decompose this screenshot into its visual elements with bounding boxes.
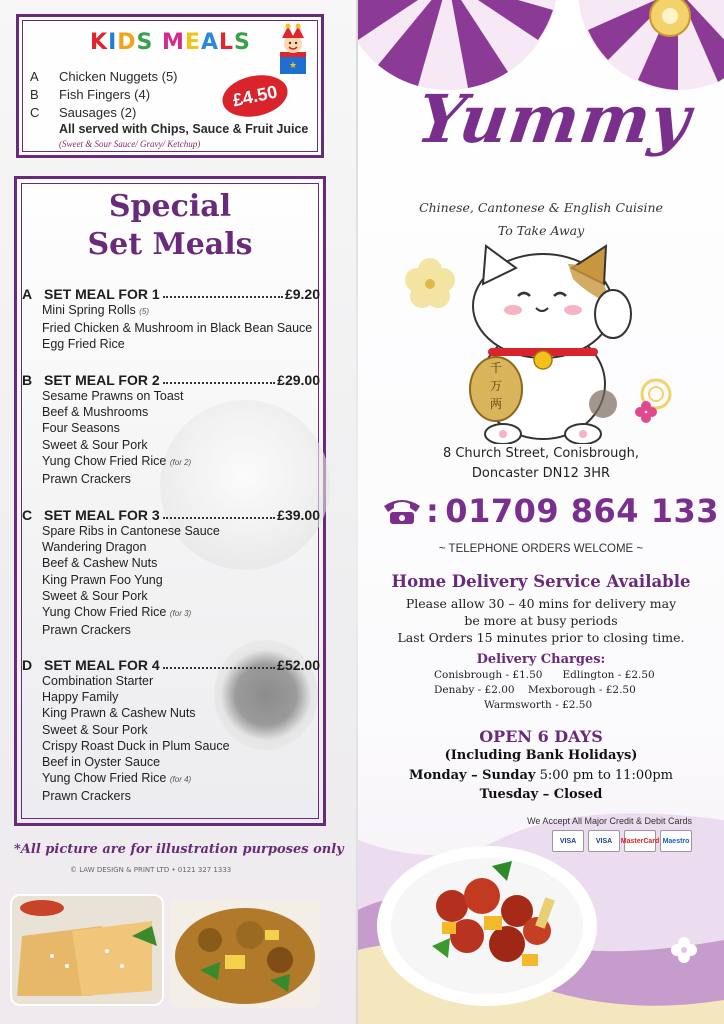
special-title-line1: Special [108, 189, 232, 224]
set-meal-heading: D SET MEAL FOR 4 £52.00 [22, 657, 320, 673]
set-meal-price: £39.00 [277, 507, 320, 523]
prawn-toast-photo [12, 896, 162, 1004]
mastercard-icon: MasterCard [624, 830, 656, 852]
list-item: Beef & Mushrooms [42, 405, 149, 420]
curry-dish-image [170, 900, 320, 1008]
list-item: Crispy Roast Duck in Plum Sauce [42, 738, 230, 753]
delivery-title: Home Delivery Service Available [391, 572, 691, 591]
svg-text:★: ★ [288, 61, 298, 71]
list-item: Yung Chow Fried Rice (for 3) [42, 605, 192, 620]
maestro-icon: Maestro [660, 830, 692, 852]
left-panel [0, 0, 356, 1024]
delivery-line1: Please allow 30 – 40 mins for delivery may [405, 596, 677, 611]
special-title-line2: Set Meals [87, 227, 253, 262]
list-item: Prawn Crackers [42, 623, 131, 638]
delivery-charges-title: Delivery Charges: [476, 652, 606, 667]
list-item: Denaby - £2.00 Mexborough - £2.50 [434, 684, 636, 696]
list-item: Spare Ribs in Cantonese Sauce [42, 524, 220, 538]
right-panel [358, 0, 724, 1024]
sweet-sour-dish-image [372, 826, 602, 1016]
set-meal-a [22, 286, 320, 353]
kids-meals-list [30, 68, 178, 122]
set-meal-heading: A SET MEAL FOR 1 £9.20 [22, 286, 320, 302]
delivery-line3: Last Orders 15 minutes prior to closing time. [397, 630, 685, 645]
list-item: King Prawn & Cashew Nuts [42, 706, 196, 721]
list-item: Egg Fried Rice [42, 337, 125, 352]
list-item: Combination Starter [42, 674, 154, 688]
list-item: Yung Chow Fried Rice (for 4) [42, 771, 192, 786]
set-meal-price: £52.00 [277, 657, 320, 673]
list-item: Sweet & Sour Pork [42, 722, 148, 737]
restaurant-name: Yummy [412, 80, 696, 158]
coin-text-2: 万 [489, 379, 503, 393]
list-item: Prawn Crackers [42, 472, 131, 487]
list-item: Fried Chicken & Mushroom in Black Bean Sauce [42, 321, 313, 336]
visa-card-icon: VISA [552, 830, 584, 852]
coin-text-1: 千 [489, 361, 503, 375]
open-days-title: OPEN 6 DAYS [479, 727, 603, 746]
list-item: Beef in Oyster Sauce [42, 755, 161, 770]
opening-hours: Monday – Sunday 5:00 pm to 11:00pm [408, 768, 674, 783]
list-item: Warmsworth - £2.50 [484, 699, 593, 711]
visa-electron-card-icon: VISA [588, 830, 620, 852]
cards-accepted-text: We Accept All Major Credit & Debit Cards [527, 816, 692, 826]
set-meal-heading: B SET MEAL FOR 2 £29.00 [22, 372, 320, 388]
bank-holidays-note: (Including Bank Holidays) [444, 748, 638, 763]
phone-icon [382, 496, 422, 526]
tagline-line2: To Take Away [497, 223, 585, 238]
address-line2: Doncaster DN12 3HR [471, 466, 611, 481]
address-line1: 8 Church Street, Conisbrough, [442, 446, 640, 461]
prawn-toast-image [12, 896, 162, 1004]
phone-number-block[interactable]: : 01709 864 133 [382, 492, 719, 530]
set-meal-price: £29.00 [277, 372, 320, 388]
phone-number[interactable]: 01709 864 133 [445, 492, 719, 530]
curry-dish-photo [170, 900, 320, 1008]
printer-credit: © LAW DESIGN & PRINT LTD • 0121 327 1333 [70, 866, 232, 874]
kids-meals-title: KIDS MEALS [90, 30, 251, 55]
delivery-line2: be more at busy periods [464, 613, 618, 628]
list-item: Beef & Cashew Nuts [42, 556, 158, 571]
list-item: Four Seasons [42, 421, 120, 436]
list-item: C Sausages (2) [30, 105, 137, 120]
jester-icon [270, 22, 316, 76]
set-meal-c [22, 507, 320, 638]
set-meal-name: SET MEAL FOR 1 [44, 286, 160, 302]
list-item: Wandering Dragon [42, 540, 147, 555]
list-item: Sesame Prawns on Toast [42, 389, 184, 403]
list-item: Happy Family [42, 690, 119, 705]
list-item: Sweet & Sour Pork [42, 588, 148, 603]
list-item: Conisbrough - £1.50 Edlington - £2.50 [434, 669, 655, 681]
set-meal-price: £9.20 [284, 286, 320, 302]
set-meal-name: SET MEAL FOR 2 [44, 372, 160, 388]
set-meal-b [22, 372, 320, 487]
coin-text-3: 两 [489, 397, 503, 411]
set-meal-name: SET MEAL FOR 3 [44, 507, 160, 523]
list-item: Sweet & Sour Pork [42, 437, 148, 452]
list-item: King Prawn Foo Yung [42, 572, 163, 587]
kids-served-note: All served with Chips, Sauce & Fruit Juice [59, 122, 309, 136]
lucky-cat-icon [388, 244, 698, 444]
illustration-disclaimer: *All picture are for illustration purposes only [14, 842, 344, 857]
set-meal-heading: C SET MEAL FOR 3 £39.00 [22, 507, 320, 523]
set-meal-name: SET MEAL FOR 4 [44, 657, 160, 673]
kids-price-badge: £4.50 [219, 70, 292, 123]
kids-sauce-note: (Sweet & Sour Sauce/ Gravy/ Ketchup) [59, 139, 201, 149]
list-item: Yung Chow Fried Rice (for 2) [42, 453, 192, 468]
list-item: A Chicken Nuggets (5) [30, 69, 178, 84]
list-item: Mini Spring Rolls (5) [42, 303, 150, 317]
telephone-orders-welcome: ~ TELEPHONE ORDERS WELCOME ~ [438, 543, 644, 555]
set-meal-d [22, 657, 320, 805]
list-item: Prawn Crackers [42, 789, 131, 804]
delivery-charges-list [434, 668, 655, 713]
tagline-line1: Chinese, Cantonese & English Cuisine [419, 200, 663, 215]
list-item: B Fish Fingers (4) [30, 87, 151, 102]
closed-day: Tuesday – Closed [479, 787, 603, 802]
